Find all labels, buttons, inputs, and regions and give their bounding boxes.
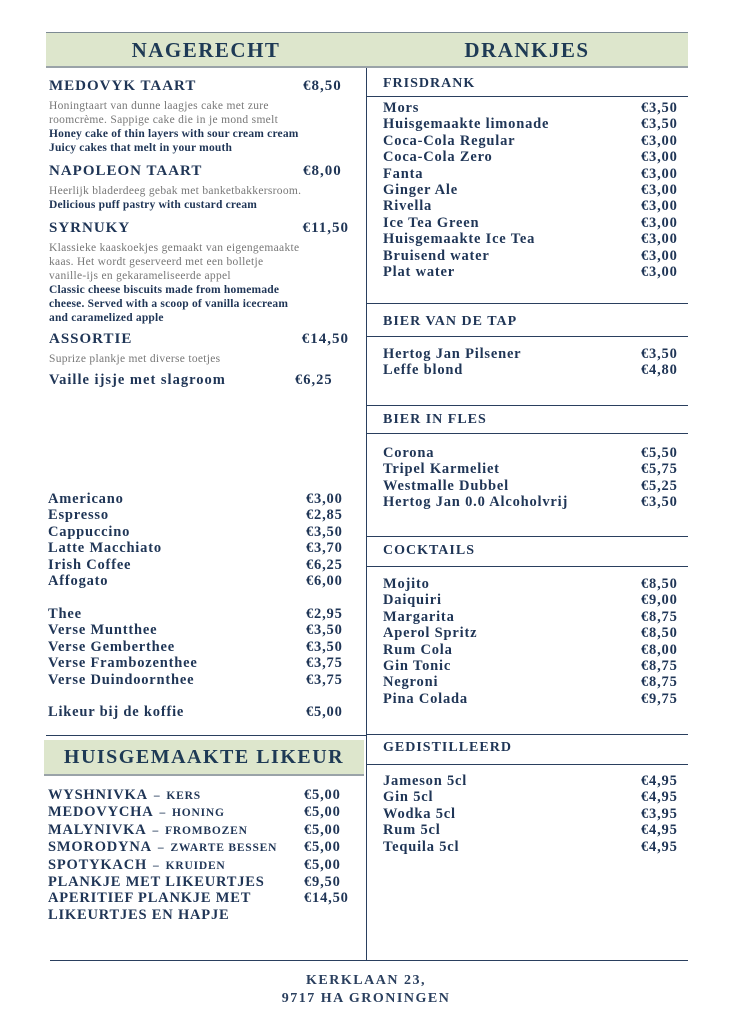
menu-item <box>383 494 687 510</box>
menu-item <box>383 166 687 182</box>
item-name <box>48 787 298 804</box>
likeur-list <box>48 787 358 923</box>
item-subtitle: ZWARTE BESSEN <box>170 842 278 855</box>
item-name: Cappuccino <box>48 523 131 540</box>
item-price: €6,00 <box>306 573 343 590</box>
item-price: €11,50 <box>302 220 349 236</box>
item-price: €4,95 <box>641 789 678 806</box>
item-price: €8,75 <box>641 674 678 691</box>
item-price: €2,85 <box>306 507 343 524</box>
section-list <box>383 445 687 511</box>
menu-item <box>48 639 352 655</box>
address-line2: 9717 HA GRONINGEN <box>281 991 451 1006</box>
likeur-header: HUISGEMAAKTE LIKEUR <box>44 740 364 776</box>
menu-item <box>49 78 349 155</box>
section-title: COCKTAILS <box>383 543 475 558</box>
item-price: €3,50 <box>641 346 678 362</box>
section-rule <box>366 336 688 337</box>
section-rule <box>366 96 688 97</box>
item-price: €3,00 <box>306 491 343 507</box>
menu-item <box>48 557 352 573</box>
menu-item <box>48 907 358 923</box>
item-price: €3,50 <box>306 622 343 639</box>
item-separator: – <box>159 807 167 820</box>
item-name: Pina Colada <box>383 690 468 707</box>
menu-item <box>48 804 358 821</box>
section-title: FRISDRANK <box>383 76 476 91</box>
menu-item <box>383 133 687 149</box>
item-price: €5,00 <box>306 704 343 720</box>
menu-item <box>48 655 352 671</box>
dessert-list <box>49 78 349 389</box>
item-name: Plat water <box>383 264 456 281</box>
item-price: €5,00 <box>304 804 341 821</box>
menu-item <box>383 789 687 805</box>
item-price: €5,25 <box>641 477 678 494</box>
section-list <box>383 100 687 280</box>
item-price: €3,75 <box>306 655 343 672</box>
item-name <box>48 804 298 821</box>
address-line1: KERKLAAN 23, <box>306 973 426 988</box>
item-price: €3,00 <box>641 149 678 166</box>
item-name-main: SMORODYNA <box>48 839 152 856</box>
item-name: Corona <box>383 445 435 461</box>
item-name: Rivella <box>383 198 433 215</box>
menu-item <box>383 839 687 855</box>
item-price: €4,95 <box>641 773 678 789</box>
item-name: Negroni <box>383 674 439 691</box>
item-price: €4,80 <box>641 362 678 379</box>
menu-item <box>48 822 358 839</box>
item-name: Coca-Cola Regular <box>383 132 516 149</box>
item-name: Verse Gemberthee <box>48 638 176 655</box>
item-separator: – <box>153 859 160 872</box>
menu-item <box>49 331 349 366</box>
menu-item <box>383 198 687 214</box>
menu-item <box>383 264 687 280</box>
item-price: €3,50 <box>306 523 343 540</box>
item-name: Rum 5cl <box>383 822 441 839</box>
item-price: €14,50 <box>301 331 349 347</box>
item-title <box>49 331 349 348</box>
item-name: Likeur bij de koffie <box>48 704 185 720</box>
item-separator: – <box>157 842 165 855</box>
item-name: Espresso <box>48 507 109 524</box>
item-name: Wodka 5cl <box>383 805 456 822</box>
menu-item <box>383 609 687 625</box>
item-price: €9,00 <box>641 592 678 609</box>
section-divider <box>366 536 688 537</box>
item-name-main: MEDOVYCHA <box>48 804 154 821</box>
menu-item-ice <box>49 372 341 389</box>
item-name: Thee <box>48 606 82 622</box>
item-price: €8,50 <box>641 576 678 592</box>
section-rule <box>366 764 688 765</box>
item-price: €6,25 <box>295 372 333 388</box>
item-name: Verse Duindoornthee <box>48 671 195 688</box>
section-list <box>383 773 687 855</box>
section-title: GEDISTILLEERD <box>383 740 512 755</box>
item-name <box>48 907 298 923</box>
menu-item <box>48 622 352 638</box>
item-price: €9,75 <box>641 690 678 707</box>
nagerecht-header: NAGERECHT <box>46 32 366 68</box>
item-name-main: APERITIEF PLANKJE MET <box>48 890 252 907</box>
item-name <box>48 839 298 856</box>
menu-item <box>383 691 687 707</box>
menu-item <box>383 642 687 658</box>
item-name: Rum Cola <box>383 641 453 658</box>
item-price: €3,00 <box>641 165 678 182</box>
menu-item <box>48 857 358 874</box>
item-name: Bruisend water <box>383 247 490 264</box>
section-rule <box>366 433 688 434</box>
divider <box>46 735 366 736</box>
menu-item <box>48 606 352 622</box>
item-name-main: MALYNIVKA <box>48 821 147 838</box>
item-subtitle: KERS <box>166 790 201 802</box>
item-name: Mors <box>383 100 420 116</box>
item-description: Heerlijk bladerdeeg gebak met banketbakkersroom. <box>49 185 302 197</box>
menu-item <box>383 822 687 838</box>
item-name: Americano <box>48 491 124 507</box>
item-price: €5,00 <box>304 821 341 838</box>
menu-item <box>383 658 687 674</box>
menu-item <box>383 215 687 231</box>
menu-item <box>383 773 687 789</box>
item-price: €3,50 <box>641 100 678 116</box>
item-name: Jameson 5cl <box>383 773 468 789</box>
section-divider <box>366 303 688 304</box>
item-name-main: SPOTYKACH <box>48 856 148 873</box>
item-name: Huisgemaakte Ice Tea <box>383 231 536 248</box>
item-subtitle: FROMBOZEN <box>165 824 248 837</box>
menu-item <box>383 478 687 494</box>
item-name: Tequila 5cl <box>383 838 460 855</box>
menu-item-likeur-koffie <box>48 704 352 720</box>
menu-item <box>48 540 352 556</box>
menu-item <box>383 806 687 822</box>
item-name: Westmalle Dubbel <box>383 477 509 494</box>
item-price: €4,95 <box>641 838 678 855</box>
menu-item <box>383 182 687 198</box>
section-rule <box>366 566 688 567</box>
item-description-en: Classic cheese biscuits made from homemade cheese. Served with a scoop of vanilla icecream and caramelized apple <box>49 284 289 324</box>
item-price: €8,00 <box>303 163 342 179</box>
menu-item <box>48 573 352 589</box>
item-price: €8,50 <box>303 78 342 94</box>
item-price: €3,00 <box>641 132 678 149</box>
item-name: Hertog Jan Pilsener <box>383 346 522 362</box>
item-price: €14,50 <box>304 890 349 907</box>
item-name: Verse Muntthee <box>48 622 158 639</box>
item-price: €5,00 <box>304 856 341 873</box>
menu-item <box>383 576 687 592</box>
item-name-main: PLANKJE MET LIKEURTJES <box>48 874 265 891</box>
item-name <box>48 822 298 839</box>
item-name: Hertog Jan 0.0 Alcoholvrij <box>383 494 569 511</box>
item-name: Irish Coffee <box>48 556 132 573</box>
menu-item <box>48 507 352 523</box>
menu-item <box>48 839 358 856</box>
item-title <box>49 163 349 180</box>
menu-item <box>49 163 349 212</box>
drankjes-header: DRANKJES <box>366 32 688 68</box>
menu-item <box>383 100 687 116</box>
item-title <box>49 220 349 237</box>
item-price: €5,50 <box>641 445 678 461</box>
item-price: €3,75 <box>306 671 343 688</box>
item-price: €3,00 <box>641 214 678 231</box>
item-price: €5,00 <box>304 839 341 856</box>
item-description: Suprize plankje met diverse toetjes <box>49 353 221 365</box>
section-title: BIER IN FLES <box>383 412 487 427</box>
item-name: Verse Frambozenthee <box>48 655 198 672</box>
item-name: Margarita <box>383 608 455 625</box>
item-price: €3,50 <box>306 638 343 655</box>
item-name <box>48 890 298 906</box>
item-price: €3,50 <box>641 116 678 133</box>
item-name: Aperol Spritz <box>383 625 478 642</box>
item-name-main: WYSHNIVKA <box>48 787 148 803</box>
menu-item <box>48 787 358 804</box>
item-name: Coca-Cola Zero <box>383 149 493 166</box>
menu-item <box>383 461 687 477</box>
item-price: €3,00 <box>641 264 678 281</box>
menu-item <box>383 625 687 641</box>
item-description: Honingtaart van dunne laagjes cake met zure roomcrème. Sappige cake die in je mond smelt <box>49 100 279 126</box>
menu-item <box>48 874 358 890</box>
section-divider <box>366 734 688 735</box>
item-description-en: Delicious puff pastry with custard cream <box>49 199 258 211</box>
section-list <box>383 576 687 707</box>
item-price: €3,00 <box>641 231 678 248</box>
item-name: MEDOVYK TAART <box>49 78 197 94</box>
item-name: Huisgemaakte limonade <box>383 116 550 133</box>
item-name <box>48 874 298 890</box>
item-name: SYRNUKY <box>49 220 131 236</box>
item-price: €5,00 <box>304 787 341 803</box>
item-name: Affogato <box>48 573 109 590</box>
section-divider <box>366 405 688 406</box>
coffee-list <box>48 491 352 589</box>
item-price: €2,95 <box>306 606 343 622</box>
item-title <box>49 78 349 95</box>
item-price: €3,70 <box>306 540 343 557</box>
item-name: Mojito <box>383 576 430 592</box>
bottom-divider <box>50 960 688 961</box>
item-price: €5,75 <box>641 461 678 478</box>
item-name: ASSORTIE <box>49 331 133 347</box>
item-name <box>48 857 298 874</box>
item-price: €3,00 <box>641 247 678 264</box>
item-subtitle: HONING <box>172 807 225 820</box>
menu-item <box>383 248 687 264</box>
item-price: €3,00 <box>641 182 678 199</box>
item-price: €8,75 <box>641 658 678 675</box>
menu-item <box>383 346 687 362</box>
item-name: Gin Tonic <box>383 658 452 675</box>
section-list <box>383 346 687 379</box>
menu-item <box>49 220 349 325</box>
tea-list <box>48 606 352 688</box>
item-name: Latte Macchiato <box>48 540 162 557</box>
item-price: €8,00 <box>641 641 678 658</box>
item-name: NAPOLEON TAART <box>49 163 203 179</box>
menu-item <box>383 674 687 690</box>
item-description: Klassieke kaaskoekjes gemaakt van eigengemaakte kaas. Het wordt geserveerd met een bolletje vanille-ijs en gekarameliseerde appel <box>49 242 300 282</box>
item-separator: – <box>153 790 161 802</box>
menu-item <box>383 149 687 165</box>
menu-item <box>48 672 352 688</box>
item-price: €3,95 <box>641 805 678 822</box>
item-price: €8,75 <box>641 608 678 625</box>
menu-item <box>383 445 687 461</box>
item-description-en: Honey cake of thin layers with sour cream cream Juicy cakes that melt in your mouth <box>49 128 299 154</box>
item-name: Vaille ijsje met slagroom <box>49 372 226 388</box>
menu-item <box>48 491 352 507</box>
item-subtitle: KRUIDEN <box>165 859 226 872</box>
item-price: €4,95 <box>641 822 678 839</box>
item-price: €6,25 <box>306 556 343 573</box>
item-name-main: LIKEURTJES EN HAPJE <box>48 906 230 923</box>
item-price: €3,00 <box>641 198 678 215</box>
item-name: Ice Tea Green <box>383 214 480 231</box>
item-price: €9,50 <box>304 874 341 891</box>
menu-item <box>383 116 687 132</box>
item-name: Tripel Karmeliet <box>383 461 500 478</box>
section-title: BIER VAN DE TAP <box>383 314 518 329</box>
item-name: Fanta <box>383 165 424 182</box>
menu-item <box>383 231 687 247</box>
item-name: Ginger Ale <box>383 182 458 199</box>
item-price: €3,50 <box>641 494 678 511</box>
menu-item <box>48 890 358 906</box>
menu-item <box>383 592 687 608</box>
item-name: Leffe blond <box>383 362 464 379</box>
column-divider <box>366 68 367 960</box>
item-name: Gin 5cl <box>383 789 434 806</box>
menu-item <box>48 524 352 540</box>
menu-item <box>383 362 687 378</box>
item-separator: – <box>152 824 160 837</box>
item-price: €8,50 <box>641 625 678 642</box>
item-name: Daiquiri <box>383 592 442 609</box>
